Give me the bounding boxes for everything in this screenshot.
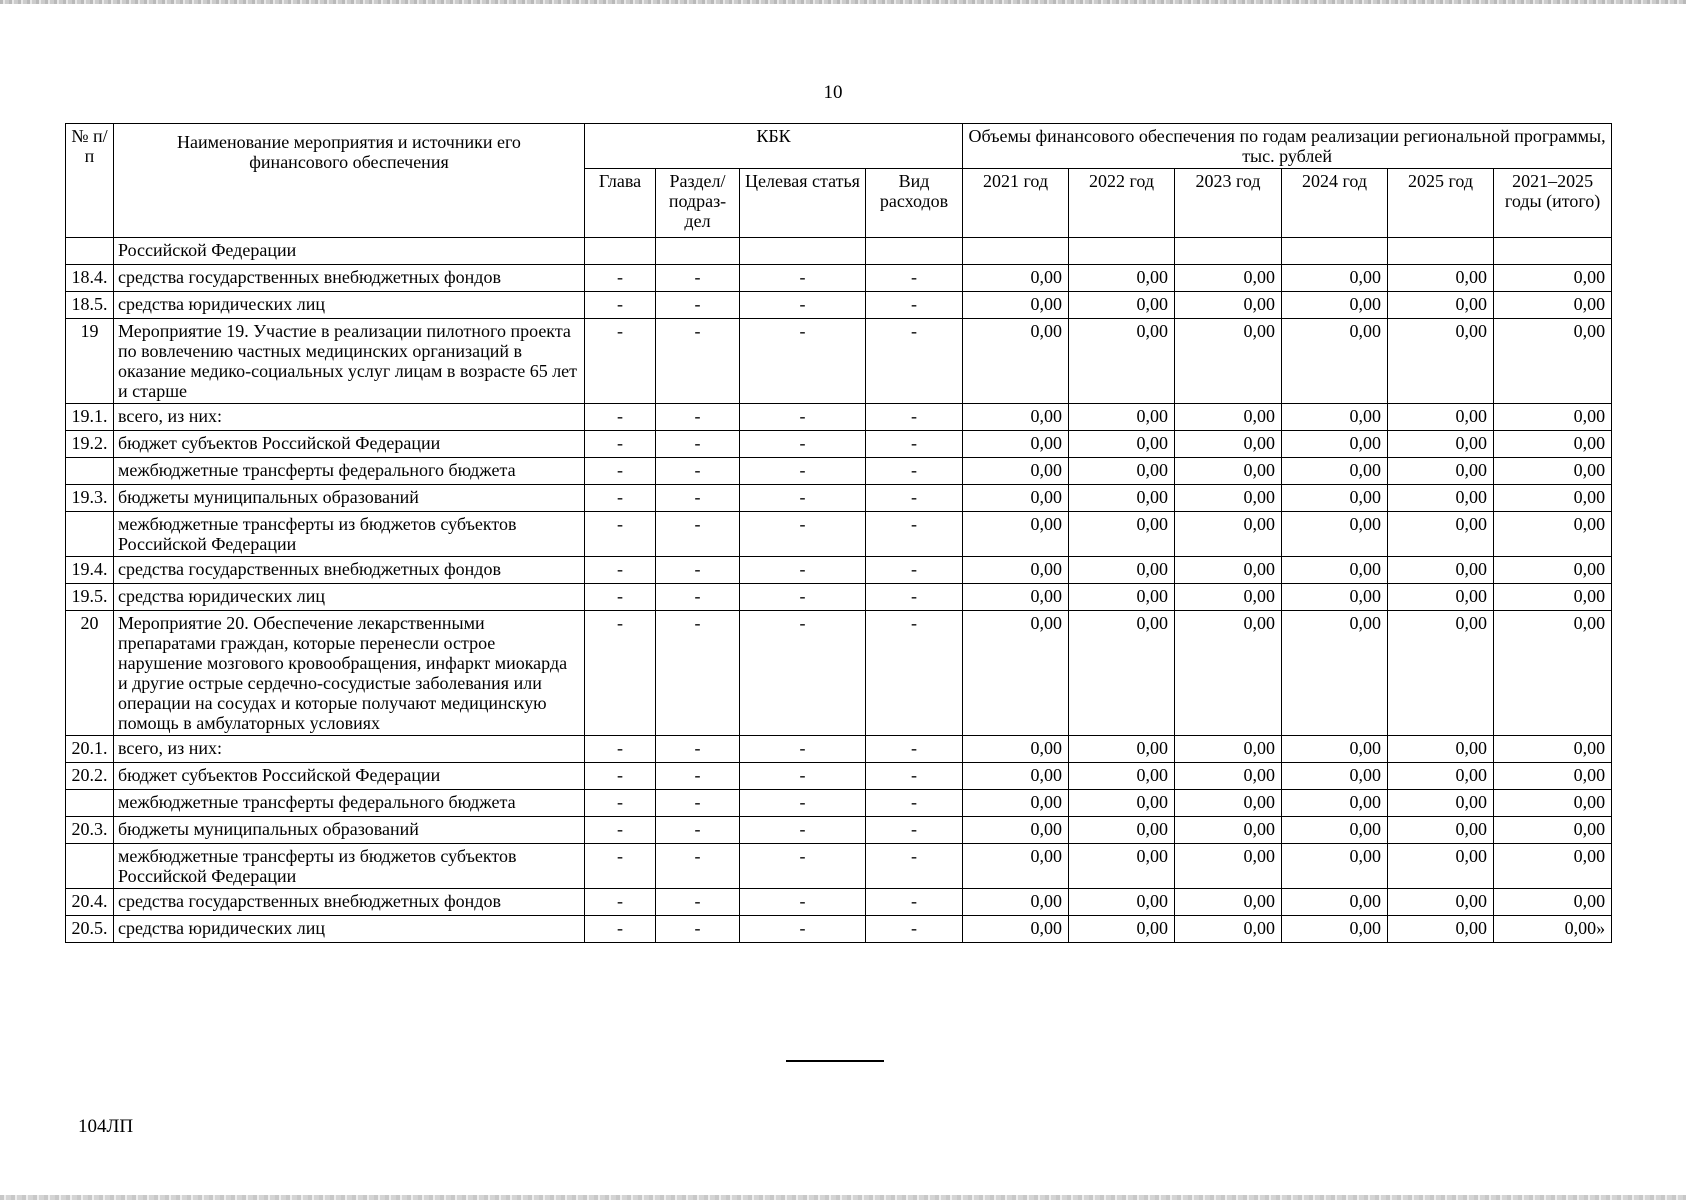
cell-2024: 0,00 (1282, 817, 1388, 844)
cell-razdel: - (656, 404, 740, 431)
cell-2024: 0,00 (1282, 844, 1388, 889)
cell-vid: - (866, 557, 963, 584)
cell-2023: 0,00 (1175, 512, 1282, 557)
cell-2022: 0,00 (1069, 485, 1175, 512)
cell-2021: 0,00 (963, 763, 1069, 790)
cell-2023: 0,00 (1175, 736, 1282, 763)
cell-2021: 0,00 (963, 817, 1069, 844)
cell-name: бюджет субъектов Российской Федерации (114, 763, 585, 790)
cell-2025: 0,00 (1388, 319, 1494, 404)
cell-tselevaya: - (740, 485, 866, 512)
cell-total: 0,00 (1494, 584, 1612, 611)
cell-name: средства государственных внебюджетных фондов (114, 557, 585, 584)
cell-total: 0,00 (1494, 319, 1612, 404)
cell-tselevaya: - (740, 292, 866, 319)
cell-2025: 0,00 (1388, 431, 1494, 458)
cell-2024: 0,00 (1282, 557, 1388, 584)
cell-2022: 0,00 (1069, 611, 1175, 736)
cell-num: 20.4. (66, 889, 114, 916)
cell-num: 19.1. (66, 404, 114, 431)
cell-2024 (1282, 238, 1388, 265)
cell-tselevaya: - (740, 265, 866, 292)
cell-glava (585, 238, 656, 265)
cell-razdel: - (656, 611, 740, 736)
cell-2024: 0,00 (1282, 512, 1388, 557)
cell-2025: 0,00 (1388, 790, 1494, 817)
cell-glava: - (585, 916, 656, 943)
cell-2022: 0,00 (1069, 817, 1175, 844)
cell-glava: - (585, 319, 656, 404)
table-row (66, 265, 1612, 292)
table-row (66, 763, 1612, 790)
cell-tselevaya: - (740, 557, 866, 584)
header-glava: Глава (585, 169, 656, 238)
cell-total (1494, 238, 1612, 265)
cell-2022: 0,00 (1069, 584, 1175, 611)
financing-table (65, 123, 1612, 943)
cell-razdel: - (656, 916, 740, 943)
cell-2022: 0,00 (1069, 265, 1175, 292)
cell-razdel: - (656, 557, 740, 584)
cell-2021: 0,00 (963, 292, 1069, 319)
header-vid: Вид расходов (866, 169, 963, 238)
header-tselevaya: Целевая статья (740, 169, 866, 238)
cell-razdel: - (656, 485, 740, 512)
cell-total: 0,00 (1494, 404, 1612, 431)
cell-2021: 0,00 (963, 790, 1069, 817)
cell-vid: - (866, 763, 963, 790)
header-2024: 2024 год (1282, 169, 1388, 238)
cell-2023: 0,00 (1175, 916, 1282, 943)
cell-name: всего, из них: (114, 404, 585, 431)
cell-razdel: - (656, 889, 740, 916)
cell-num: 19.3. (66, 485, 114, 512)
cell-2023: 0,00 (1175, 557, 1282, 584)
cell-2021: 0,00 (963, 916, 1069, 943)
cell-2021: 0,00 (963, 557, 1069, 584)
cell-2024: 0,00 (1282, 319, 1388, 404)
cell-vid: - (866, 916, 963, 943)
cell-vid: - (866, 512, 963, 557)
cell-num (66, 844, 114, 889)
cell-2021: 0,00 (963, 844, 1069, 889)
cell-total: 0,00 (1494, 458, 1612, 485)
cell-vid: - (866, 790, 963, 817)
cell-2022: 0,00 (1069, 557, 1175, 584)
cell-total: 0,00 (1494, 817, 1612, 844)
cell-vid: - (866, 611, 963, 736)
cell-num (66, 790, 114, 817)
cell-2021: 0,00 (963, 431, 1069, 458)
header-2022: 2022 год (1069, 169, 1175, 238)
table-header (66, 124, 1612, 238)
cell-tselevaya: - (740, 458, 866, 485)
table-row (66, 485, 1612, 512)
cell-2024: 0,00 (1282, 611, 1388, 736)
cell-2023: 0,00 (1175, 844, 1282, 889)
cell-vid: - (866, 431, 963, 458)
cell-2023: 0,00 (1175, 319, 1282, 404)
cell-name: Мероприятие 20. Обеспечение лекарственными препаратами граждан, которые перенесли острое нарушение мозгового кровообращения, инфаркт миокарда и другие острые сердечно-сосудистые заболевания или операции на сосудах и которые получают медицинскую помощь в амбулаторных условиях (114, 611, 585, 736)
cell-name: межбюджетные трансферты федерального бюджета (114, 790, 585, 817)
cell-total: 0,00 (1494, 763, 1612, 790)
table-row (66, 817, 1612, 844)
cell-razdel: - (656, 736, 740, 763)
cell-total: 0,00» (1494, 916, 1612, 943)
header-2023: 2023 год (1175, 169, 1282, 238)
cell-2025: 0,00 (1388, 265, 1494, 292)
cell-razdel: - (656, 431, 740, 458)
cell-2024: 0,00 (1282, 736, 1388, 763)
cell-total: 0,00 (1494, 889, 1612, 916)
cell-2025: 0,00 (1388, 889, 1494, 916)
table-row (66, 404, 1612, 431)
cell-name: средства государственных внебюджетных фондов (114, 265, 585, 292)
cell-glava: - (585, 512, 656, 557)
cell-2023: 0,00 (1175, 790, 1282, 817)
cell-glava: - (585, 763, 656, 790)
cell-2023: 0,00 (1175, 817, 1282, 844)
cell-razdel: - (656, 584, 740, 611)
cell-total: 0,00 (1494, 844, 1612, 889)
table-row (66, 844, 1612, 889)
cell-2021 (963, 238, 1069, 265)
cell-2023: 0,00 (1175, 889, 1282, 916)
cell-2023: 0,00 (1175, 611, 1282, 736)
cell-2025: 0,00 (1388, 916, 1494, 943)
cell-name: средства юридических лиц (114, 292, 585, 319)
cell-2022: 0,00 (1069, 889, 1175, 916)
cell-glava: - (585, 557, 656, 584)
cell-razdel: - (656, 763, 740, 790)
cell-2022: 0,00 (1069, 319, 1175, 404)
header-total: 2021–2025 годы (итого) (1494, 169, 1612, 238)
table-row (66, 292, 1612, 319)
cell-vid: - (866, 844, 963, 889)
cell-vid: - (866, 458, 963, 485)
cell-razdel (656, 238, 740, 265)
cell-vid: - (866, 584, 963, 611)
cell-num (66, 512, 114, 557)
cell-2024: 0,00 (1282, 763, 1388, 790)
page-number: 10 (823, 82, 843, 103)
cell-2024: 0,00 (1282, 584, 1388, 611)
cell-glava: - (585, 584, 656, 611)
cell-total: 0,00 (1494, 265, 1612, 292)
cell-2023 (1175, 238, 1282, 265)
cell-2021: 0,00 (963, 404, 1069, 431)
table-row (66, 889, 1612, 916)
cell-2024: 0,00 (1282, 889, 1388, 916)
cell-2022: 0,00 (1069, 844, 1175, 889)
cell-total: 0,00 (1494, 790, 1612, 817)
cell-2025: 0,00 (1388, 404, 1494, 431)
cell-num (66, 238, 114, 265)
cell-2022: 0,00 (1069, 458, 1175, 485)
cell-tselevaya: - (740, 736, 866, 763)
cell-2022 (1069, 238, 1175, 265)
cell-2023: 0,00 (1175, 265, 1282, 292)
header-name: Наименование мероприятия и источники его финансового обеспечения (114, 124, 585, 238)
cell-glava: - (585, 404, 656, 431)
table-row (66, 790, 1612, 817)
cell-total: 0,00 (1494, 512, 1612, 557)
cell-name: средства государственных внебюджетных фондов (114, 889, 585, 916)
cell-vid: - (866, 817, 963, 844)
cell-tselevaya: - (740, 431, 866, 458)
table-row (66, 916, 1612, 943)
cell-razdel: - (656, 512, 740, 557)
cell-razdel: - (656, 817, 740, 844)
cell-glava: - (585, 844, 656, 889)
cell-2025 (1388, 238, 1494, 265)
cell-tselevaya: - (740, 404, 866, 431)
cell-name: бюджеты муниципальных образований (114, 485, 585, 512)
cell-total: 0,00 (1494, 431, 1612, 458)
cell-2025: 0,00 (1388, 512, 1494, 557)
cell-num: 20.2. (66, 763, 114, 790)
cell-name: бюджет субъектов Российской Федерации (114, 431, 585, 458)
table-row (66, 512, 1612, 557)
cell-2022: 0,00 (1069, 736, 1175, 763)
cell-glava: - (585, 889, 656, 916)
cell-tselevaya: - (740, 817, 866, 844)
cell-total: 0,00 (1494, 292, 1612, 319)
cell-2022: 0,00 (1069, 512, 1175, 557)
cell-vid: - (866, 292, 963, 319)
cell-num: 19.5. (66, 584, 114, 611)
cell-glava: - (585, 736, 656, 763)
separator-line (786, 1060, 884, 1062)
cell-glava: - (585, 292, 656, 319)
cell-name: всего, из них: (114, 736, 585, 763)
cell-num: 20 (66, 611, 114, 736)
cell-2025: 0,00 (1388, 611, 1494, 736)
cell-num: 19.4. (66, 557, 114, 584)
cell-razdel: - (656, 292, 740, 319)
cell-tselevaya: - (740, 790, 866, 817)
cell-tselevaya: - (740, 763, 866, 790)
cell-total: 0,00 (1494, 485, 1612, 512)
cell-name: Российской Федерации (114, 238, 585, 265)
cell-glava: - (585, 611, 656, 736)
cell-tselevaya: - (740, 844, 866, 889)
cell-glava: - (585, 458, 656, 485)
cell-2021: 0,00 (963, 319, 1069, 404)
table-row (66, 736, 1612, 763)
cell-2023: 0,00 (1175, 431, 1282, 458)
cell-tselevaya: - (740, 611, 866, 736)
cell-2025: 0,00 (1388, 557, 1494, 584)
cell-num: 20.3. (66, 817, 114, 844)
cell-2022: 0,00 (1069, 763, 1175, 790)
cell-glava: - (585, 431, 656, 458)
cell-vid: - (866, 265, 963, 292)
table-row (66, 431, 1612, 458)
cell-2024: 0,00 (1282, 790, 1388, 817)
scan-edge-bottom (0, 1195, 1686, 1200)
cell-razdel: - (656, 844, 740, 889)
cell-2024: 0,00 (1282, 292, 1388, 319)
cell-vid: - (866, 889, 963, 916)
cell-num: 20.1. (66, 736, 114, 763)
cell-name: средства юридических лиц (114, 916, 585, 943)
table-row (66, 458, 1612, 485)
cell-glava: - (585, 265, 656, 292)
cell-vid: - (866, 404, 963, 431)
document-code: 104ЛП (78, 1116, 134, 1137)
cell-name: Мероприятие 19. Участие в реализации пилотного проекта по вовлечению частных медицинских организаций в оказание медико-социальных услуг лицам в возрасте 65 лет и старше (114, 319, 585, 404)
cell-2024: 0,00 (1282, 431, 1388, 458)
cell-2023: 0,00 (1175, 458, 1282, 485)
cell-tselevaya: - (740, 512, 866, 557)
header-razdel: Раздел/ подраз- дел (656, 169, 740, 238)
cell-2022: 0,00 (1069, 790, 1175, 817)
cell-razdel: - (656, 319, 740, 404)
cell-2024: 0,00 (1282, 485, 1388, 512)
cell-vid (866, 238, 963, 265)
cell-2025: 0,00 (1388, 763, 1494, 790)
scan-edge-top (0, 0, 1686, 4)
cell-tselevaya: - (740, 584, 866, 611)
cell-2025: 0,00 (1388, 458, 1494, 485)
table-row (66, 557, 1612, 584)
cell-2025: 0,00 (1388, 584, 1494, 611)
table-body (66, 238, 1612, 943)
cell-num: 19 (66, 319, 114, 404)
cell-num: 18.4. (66, 265, 114, 292)
cell-vid: - (866, 736, 963, 763)
cell-2023: 0,00 (1175, 763, 1282, 790)
cell-total: 0,00 (1494, 557, 1612, 584)
cell-tselevaya: - (740, 889, 866, 916)
cell-2021: 0,00 (963, 611, 1069, 736)
header-2025: 2025 год (1388, 169, 1494, 238)
cell-total: 0,00 (1494, 611, 1612, 736)
cell-vid: - (866, 319, 963, 404)
cell-2024: 0,00 (1282, 265, 1388, 292)
table-row (66, 611, 1612, 736)
cell-2022: 0,00 (1069, 404, 1175, 431)
cell-num: 18.5. (66, 292, 114, 319)
cell-2021: 0,00 (963, 889, 1069, 916)
cell-glava: - (585, 817, 656, 844)
cell-num: 20.5. (66, 916, 114, 943)
header-volumes: Объемы финансового обеспечения по годам реализации региональной программы, тыс. рублей (963, 124, 1612, 169)
header-kbk: КБК (585, 124, 963, 169)
cell-2021: 0,00 (963, 485, 1069, 512)
table-row (66, 319, 1612, 404)
cell-2022: 0,00 (1069, 916, 1175, 943)
table-row (66, 584, 1612, 611)
cell-2023: 0,00 (1175, 292, 1282, 319)
cell-2024: 0,00 (1282, 916, 1388, 943)
table-row (66, 238, 1612, 265)
cell-name: межбюджетные трансферты из бюджетов субъектов Российской Федерации (114, 512, 585, 557)
cell-2023: 0,00 (1175, 584, 1282, 611)
cell-razdel: - (656, 790, 740, 817)
cell-name: бюджеты муниципальных образований (114, 817, 585, 844)
cell-2023: 0,00 (1175, 485, 1282, 512)
cell-2025: 0,00 (1388, 817, 1494, 844)
cell-vid: - (866, 485, 963, 512)
cell-num (66, 458, 114, 485)
cell-2024: 0,00 (1282, 404, 1388, 431)
cell-2022: 0,00 (1069, 292, 1175, 319)
cell-razdel: - (656, 265, 740, 292)
cell-razdel: - (656, 458, 740, 485)
cell-2021: 0,00 (963, 265, 1069, 292)
cell-tselevaya (740, 238, 866, 265)
cell-2021: 0,00 (963, 458, 1069, 485)
cell-2021: 0,00 (963, 512, 1069, 557)
cell-2023: 0,00 (1175, 404, 1282, 431)
cell-2022: 0,00 (1069, 431, 1175, 458)
cell-name: межбюджетные трансферты из бюджетов субъектов Российской Федерации (114, 844, 585, 889)
cell-glava: - (585, 485, 656, 512)
cell-glava: - (585, 790, 656, 817)
cell-num: 19.2. (66, 431, 114, 458)
header-2021: 2021 год (963, 169, 1069, 238)
cell-2021: 0,00 (963, 584, 1069, 611)
header-num: № п/п (66, 124, 114, 238)
cell-2021: 0,00 (963, 736, 1069, 763)
cell-tselevaya: - (740, 916, 866, 943)
cell-2025: 0,00 (1388, 844, 1494, 889)
cell-2025: 0,00 (1388, 292, 1494, 319)
cell-total: 0,00 (1494, 736, 1612, 763)
cell-2025: 0,00 (1388, 736, 1494, 763)
cell-name: межбюджетные трансферты федерального бюджета (114, 458, 585, 485)
cell-2024: 0,00 (1282, 458, 1388, 485)
cell-2025: 0,00 (1388, 485, 1494, 512)
cell-name: средства юридических лиц (114, 584, 585, 611)
cell-tselevaya: - (740, 319, 866, 404)
